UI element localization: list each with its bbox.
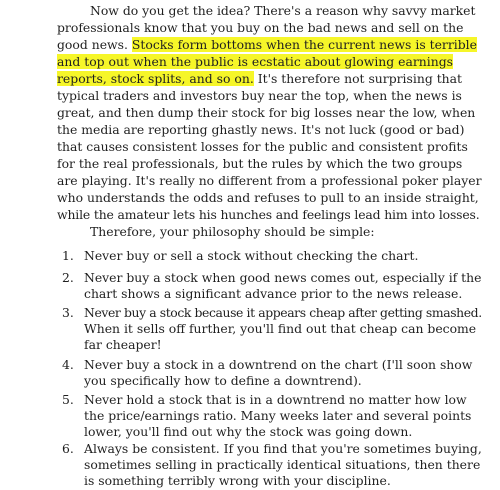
text-line: [57, 122, 464, 138]
highlighted-text: and top out when the public is ecstatic about glowing earnings: [57, 54, 454, 69]
list-item-line: is something terribly wrong with your discipline.: [84, 473, 391, 488]
text-line: [57, 173, 482, 189]
text-line: [90, 3, 480, 19]
text-run: good news.: [57, 37, 132, 52]
text-line: [57, 105, 475, 121]
text-run: typical traders and investors buy near the top, when the news is: [57, 88, 462, 103]
highlighted-text: reports, stock splits, and so on.: [57, 71, 254, 86]
list-item-line: sometimes selling in practically identical situations, then there: [84, 457, 481, 472]
text-run: professionals know that you buy on the bad news and sell on the: [57, 20, 464, 35]
text-run: It's therefore not surprising that: [253, 71, 463, 86]
list-item-line: far cheaper!: [84, 337, 162, 352]
list-item-line: lower, you'll find out why the stock was going down.: [84, 424, 413, 439]
list-number: 5.: [62, 392, 74, 407]
text-run: the media are reporting ghastly news. It's not luck (good or bad): [57, 122, 465, 137]
list-item-line: Always be consistent. If you find that you're sometimes buying,: [84, 441, 482, 456]
list-number: 1.: [62, 248, 74, 263]
text-line: [57, 37, 477, 53]
text-line: [57, 190, 479, 206]
text-line: [57, 156, 462, 172]
text-run: that causes consistent losses for the public and consistent profits: [57, 139, 468, 154]
list-item-line: chart shows a significant advance prior to the news release.: [84, 286, 463, 301]
text-run: great, and then dump their stock for big losses near the low, when: [57, 105, 476, 120]
text-run: are playing. It's really no different from a professional poker player: [57, 173, 482, 188]
list-item-line: Never buy or sell a stock without checking the chart.: [84, 248, 419, 263]
list-item-line: Never buy a stock when good news comes out, especially if the: [84, 270, 482, 285]
text-run: who understands the odds and refuses to pull to an inside straight,: [57, 190, 479, 205]
list-item-line: the price/earnings ratio. Many weeks later and several points: [84, 408, 472, 423]
list-item-line: you specifically how to define a downtrend).: [84, 373, 362, 388]
text-run: for the real professionals, but the rules by which the two groups: [57, 156, 463, 171]
text-line: [57, 54, 453, 70]
text-run: Now do you get the idea? There's a reason why savvy market: [90, 3, 476, 18]
list-item-line: Never hold a stock that is in a downtrend no matter how low: [84, 392, 467, 407]
text-line: [57, 207, 480, 223]
list-number: 4.: [62, 357, 74, 372]
paragraph-2: Therefore, your philosophy should be simple:: [90, 224, 375, 239]
list-item-line: When it sells off further, you'll find out that cheap can become: [84, 321, 477, 336]
text-line: [57, 71, 462, 87]
list-item-line: Never buy a stock because it appears cheap after getting smashed.: [84, 305, 482, 320]
text-run: while the amateur lets his hunches and feelings lead him into losses.: [57, 207, 480, 222]
text-line: [57, 88, 462, 104]
list-item-line: Never buy a stock in a downtrend on the chart (I'll soon show: [84, 357, 473, 372]
text-line: [57, 139, 468, 155]
list-number: 3.: [62, 305, 74, 320]
list-number: 2.: [62, 270, 74, 285]
text-line: [57, 20, 463, 36]
highlighted-text: Stocks form bottoms when the current news is terrible: [131, 37, 477, 52]
list-number: 6.: [62, 441, 74, 456]
